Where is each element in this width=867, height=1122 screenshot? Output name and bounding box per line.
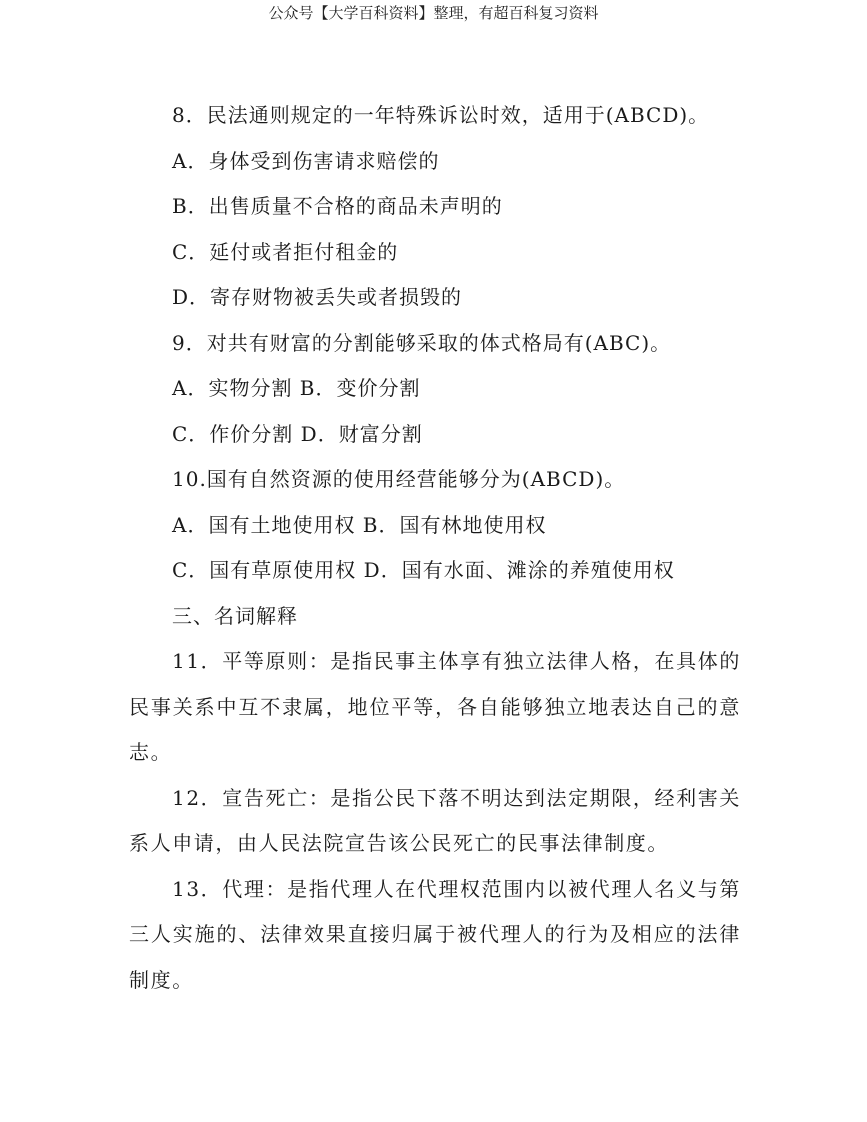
question-stem: 9．对共有财富的分割能够采取的体式格局有(ABC)。: [172, 330, 672, 355]
option-ab: A．实物分割 B．变价分割: [172, 376, 421, 400]
question-stem: 8．民法通则规定的一年特殊诉讼时效，适用于(ABCD)。: [172, 103, 710, 127]
option-c: C．延付或者拒付租金的: [172, 239, 399, 264]
question-stem: 10.国有自然资源的使用经营能够分为(ABCD)。: [172, 467, 626, 491]
definition-13: 13．代理：是指代理人在代理权范围内以被代理人名义与第三人实施的、法律效果直接归属于被代理人的行为及相应的法律制度。: [129, 876, 741, 992]
section-title: 三、名词解释: [172, 603, 298, 628]
definition-12: 12．宣告死亡：是指公民下落不明达到法定期限，经利害关系人申请，由人民法院宣告该公民死亡的民事法律制度。: [129, 785, 741, 855]
option-a: A．身体受到伤害请求赔偿的: [172, 148, 440, 173]
option-cd: C．国有草原使用权 D．国有水面、滩涂的养殖使用权: [172, 558, 675, 582]
document-body: [129, 93, 741, 1003]
question-8: [129, 93, 741, 321]
page-header: 公众号【大学百科资料】整理，有超百科复习资料: [268, 4, 599, 22]
option-cd: C．作价分割 D．财富分割: [172, 421, 423, 446]
definition-11: 11．平等原则：是指民事主体享有独立法律人格，在具体的民事关系中互不隶属，地位平等，各自能够独立地表达自己的意志。: [129, 649, 741, 764]
question-9: [129, 321, 741, 458]
option-d: D．寄存财物被丢失或者损毁的: [172, 285, 463, 309]
option-ab: A．国有土地使用权 B．国有林地使用权: [172, 512, 547, 537]
option-b: B．出售质量不合格的商品未声明的: [172, 194, 503, 218]
question-10: [129, 457, 741, 594]
